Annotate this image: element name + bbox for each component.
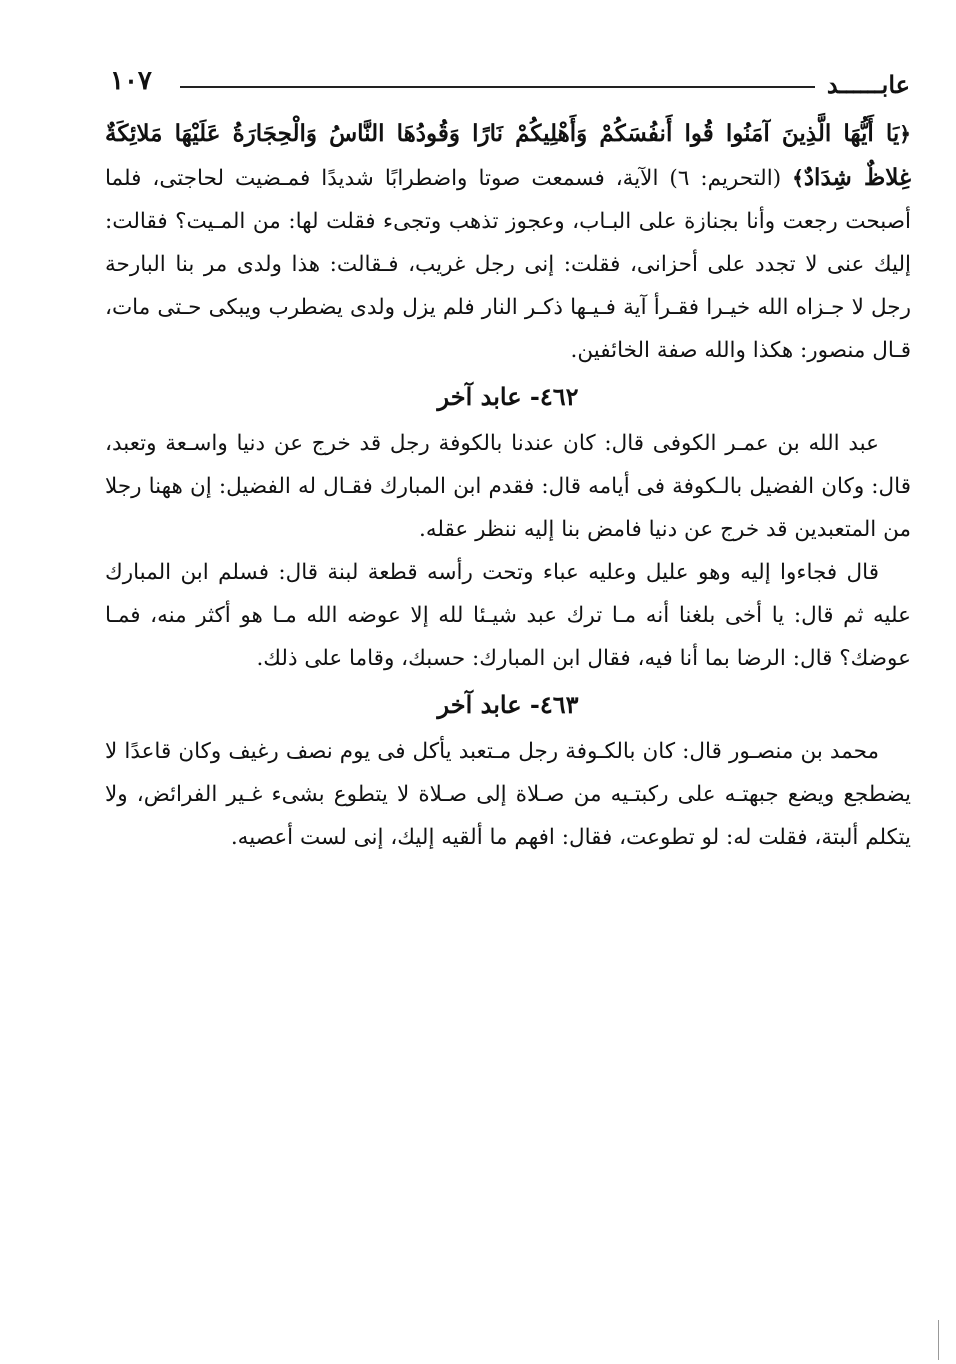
running-head: عابــــــد [826, 70, 910, 99]
quran-open-bracket: ﴿ [899, 122, 911, 146]
page-body [105, 112, 911, 859]
page-header [110, 66, 910, 110]
entry-461-continuation [105, 112, 911, 372]
entry-463-paragraph-1: محمد بن منصـور قال: كان بالكـوفة رجل مـتعبد يأكل فى يوم نصف رغيف وكان قاعدًا لا يضطجع ويضع جبهتـه على ركبتـيه من صـلاة إلى صـلاة لا يتطوع بشىء غـير الفرائض، ولا يتكلم ألبتة، فقلت له: لو تطوعت، فقال: افهم ما ألقيه إليك، إنى لست أعصيه. [105, 739, 911, 850]
quran-verse: يَا أَيُّهَا الَّذِينَ آمَنُوا قُوا أَنفُسَكُمْ وَأَهْلِيكُمْ نَارًا وَقُودُهَا النَّاسُ وَالْحِجَارَةُ عَلَيْهَا مَلائِكَةٌ غِلاظٌ شِدَادٌ [105, 120, 911, 191]
quran-close-bracket: ﴾ [792, 166, 804, 190]
entry-462-paragraph-2: قال فجاءوا إليه وهو عليل وعليه عباء وتحت رأسه قطعة لبنة قال: فسلم ابن المبارك عليه ثم قال: يا أخى بلغنا أنه مـا ترك عبد شيـئا لله إلا عوضه الله مـا هو أكثر منه، فمـا عوضك؟ قال: الرضا بما أنا فيه، فقال ابن المبارك: حسبك، وقاما على ذلك. [105, 560, 911, 671]
header-rule [180, 86, 815, 88]
entry-463-heading: ٤٦٣- عابد آخر [437, 690, 579, 719]
entry-462-heading: ٤٦٢- عابد آخر [437, 382, 579, 411]
entry-461-text: (التحريم: ٦) الآية، فسمعت صوتا واضطرابًا شديدًا فمـضيت لحاجتى، فلما أصبحت رجعت وأنا بجنازة على البـاب، وعجوز تذهب وتجىء فقلت لها: من المـيت؟ فقالت: إليك عنى لا تجدد على أحزانى، فقلت: إنى رجل غريب، فـقالت: هذا ولدى مر بنا البارحة رجل لا جـزاه الله خيـرا فقـرأ آية فـيـها ذكـر النار فلم يزل ولدى يضطرب ويبكى حـتى مات، قـال منصور: هكذا والله صفة الخائفين. [105, 166, 911, 363]
entry-462-paragraph-1: عبد الله بن عمـر الكوفى قال: كان عندنا بالكوفة رجل قد خرج عن دنيا واسـعة وتعبد، قال: وكان الفضيل بالـكوفة فى أيامه قال: فقدم ابن المبارك فقـال له الفضيل: إن ههنا رجلا من المتعبدين قد خرج عن دنيا فامض بنا إليه ننظر عقله. [105, 431, 911, 542]
page-number: ١٠٧ [110, 66, 152, 96]
scan-margin-mark [938, 1320, 939, 1360]
